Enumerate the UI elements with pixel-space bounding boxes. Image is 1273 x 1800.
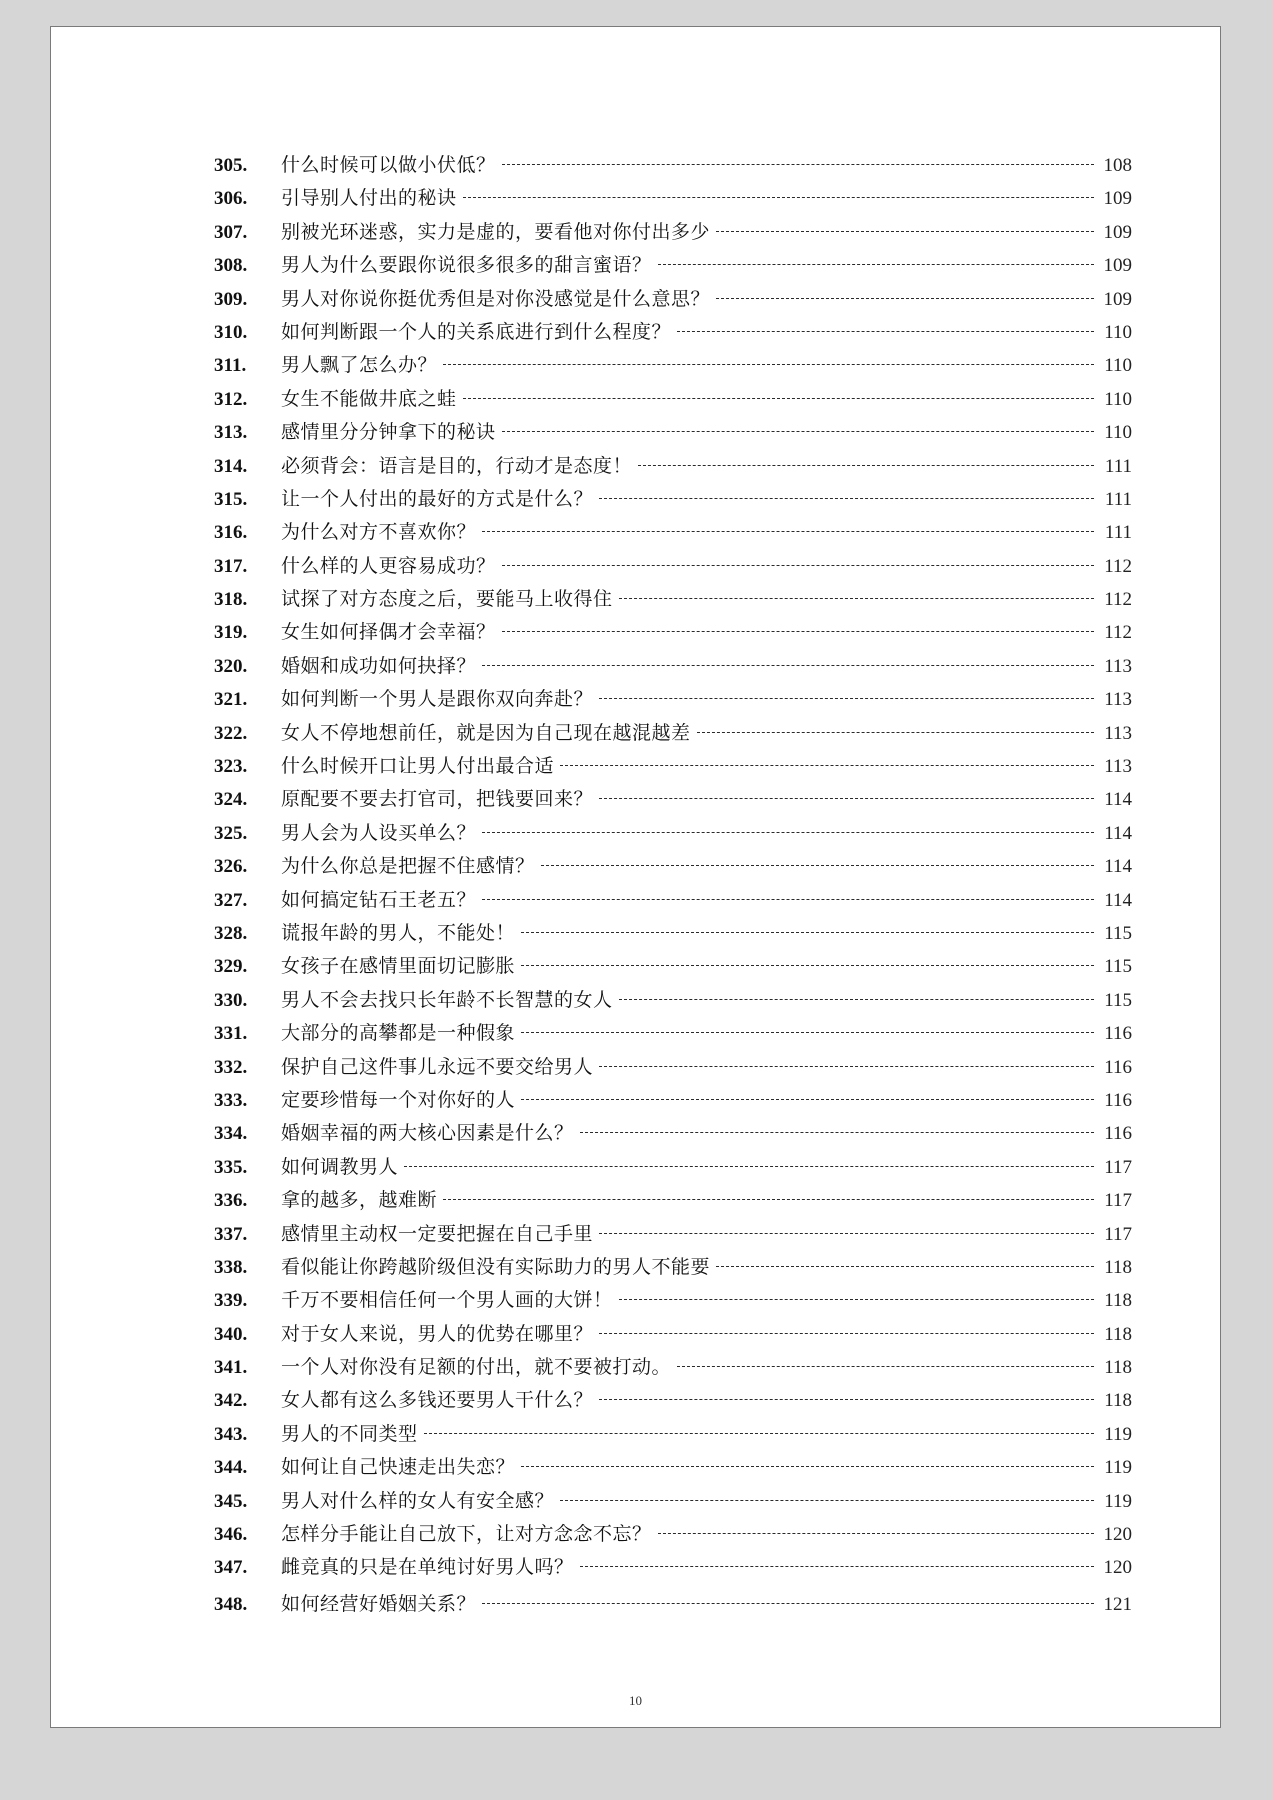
toc-entry-page: 115 bbox=[1104, 989, 1132, 1011]
toc-entry-page: 115 bbox=[1104, 922, 1132, 944]
toc-entry-page: 121 bbox=[1103, 1593, 1132, 1615]
toc-entry-title: 男人会为人设买单么？ bbox=[281, 821, 477, 844]
toc-entry-title: 男人对什么样的女人有安全感？ bbox=[281, 1489, 555, 1512]
toc-entry-page: 114 bbox=[1104, 789, 1132, 811]
toc-dot-leader bbox=[619, 998, 1094, 1000]
toc-entry[interactable] bbox=[214, 1452, 1132, 1485]
toc-dot-leader bbox=[560, 1499, 1094, 1501]
toc-entry-title: 为什么你总是把握不住感情？ bbox=[281, 855, 535, 878]
toc-entry-number: 348. bbox=[214, 1593, 248, 1615]
toc-entry[interactable] bbox=[214, 1486, 1132, 1519]
toc-entry-number: 323. bbox=[214, 756, 248, 778]
toc-entry[interactable] bbox=[214, 784, 1132, 817]
toc-entry[interactable] bbox=[214, 1519, 1132, 1552]
toc-entry[interactable] bbox=[214, 217, 1132, 250]
toc-dot-leader bbox=[638, 464, 1094, 466]
toc-entry[interactable] bbox=[214, 818, 1132, 851]
toc-entry-number: 310. bbox=[214, 321, 248, 343]
toc-entry-title: 男人对你说你挺优秀但是对你没感觉是什么意思？ bbox=[281, 287, 711, 310]
toc-entry-number: 329. bbox=[214, 956, 248, 978]
toc-dot-leader bbox=[580, 1565, 1094, 1567]
toc-dot-leader bbox=[619, 1298, 1094, 1300]
toc-entry-title: 男人不会去找只长年龄不长智慧的女人 bbox=[281, 988, 613, 1011]
toc-entry-title: 如何判断跟一个人的关系底进行到什么程度？ bbox=[281, 320, 672, 343]
toc-dot-leader bbox=[482, 831, 1094, 833]
toc-dot-leader bbox=[521, 1098, 1094, 1100]
toc-entry[interactable] bbox=[214, 551, 1132, 584]
toc-entry[interactable] bbox=[214, 1185, 1132, 1218]
toc-entry-number: 314. bbox=[214, 455, 248, 477]
toc-dot-leader bbox=[716, 1265, 1094, 1267]
toc-entry-number: 346. bbox=[214, 1524, 248, 1546]
toc-dot-leader bbox=[658, 263, 1094, 265]
toc-dot-leader bbox=[502, 430, 1094, 432]
toc-entry-title: 看似能让你跨越阶级但没有实际助力的男人不能要 bbox=[281, 1255, 711, 1278]
toc-entry[interactable] bbox=[214, 951, 1132, 984]
toc-entry-page: 119 bbox=[1104, 1423, 1132, 1445]
toc-dot-leader bbox=[677, 1365, 1094, 1367]
toc-dot-leader bbox=[716, 230, 1094, 232]
toc-dot-leader bbox=[541, 864, 1094, 866]
toc-dot-leader bbox=[599, 497, 1094, 499]
toc-dot-leader bbox=[658, 1532, 1094, 1534]
toc-dot-leader bbox=[521, 1031, 1094, 1033]
toc-entry-page: 112 bbox=[1104, 589, 1132, 611]
toc-entry-page: 116 bbox=[1104, 1089, 1132, 1111]
toc-entry-title: 什么时候开口让男人付出最合适 bbox=[281, 755, 555, 778]
toc-entry[interactable] bbox=[214, 1285, 1132, 1318]
toc-entry[interactable] bbox=[214, 484, 1132, 517]
toc-entry-title: 什么时候可以做小伏低？ bbox=[281, 154, 496, 176]
toc-entry[interactable] bbox=[214, 183, 1132, 216]
toc-entry-page: 112 bbox=[1104, 622, 1132, 644]
toc-entry[interactable] bbox=[214, 350, 1132, 383]
toc-entry-title: 感情里主动权一定要把握在自己手里 bbox=[281, 1222, 594, 1245]
toc-entry[interactable] bbox=[214, 651, 1132, 684]
toc-dot-leader bbox=[619, 597, 1094, 599]
toc-entry-page: 117 bbox=[1104, 1223, 1132, 1245]
toc-entry-title: 如何调教男人 bbox=[281, 1155, 399, 1178]
toc-entry-title: 必须背会：语言是目的，行动才是态度！ bbox=[281, 454, 633, 477]
toc-entry-page: 109 bbox=[1103, 221, 1132, 243]
toc-entry-title: 别被光环迷惑，实力是虚的，要看他对你付出多少 bbox=[281, 220, 711, 243]
toc-entry[interactable] bbox=[214, 1552, 1132, 1585]
toc-entry-title: 如何让自己快速走出失恋？ bbox=[281, 1456, 516, 1479]
toc-entry-page: 109 bbox=[1103, 188, 1132, 210]
toc-entry-number: 334. bbox=[214, 1123, 248, 1145]
page-number: 10 bbox=[629, 1693, 642, 1708]
toc-entry-page: 118 bbox=[1104, 1323, 1132, 1345]
toc-entry[interactable] bbox=[214, 1589, 1132, 1622]
toc-dot-leader bbox=[521, 1465, 1094, 1467]
toc-entry[interactable] bbox=[214, 417, 1132, 450]
toc-entry-number: 331. bbox=[214, 1023, 248, 1045]
toc-entry[interactable] bbox=[214, 1385, 1132, 1418]
toc-entry[interactable] bbox=[214, 150, 1132, 183]
toc-entry-number: 311. bbox=[214, 355, 247, 377]
toc-entry-number: 317. bbox=[214, 555, 248, 577]
toc-entry-page: 118 bbox=[1104, 1256, 1132, 1278]
toc-entry-page: 118 bbox=[1104, 1357, 1132, 1379]
toc-entry-page: 108 bbox=[1103, 155, 1132, 176]
toc-entry-number: 342. bbox=[214, 1390, 248, 1412]
toc-dot-leader bbox=[404, 1165, 1094, 1167]
toc-entry-title: 对于女人来说，男人的优势在哪里？ bbox=[281, 1322, 594, 1345]
toc-dot-leader bbox=[463, 196, 1094, 198]
toc-entry-number: 340. bbox=[214, 1323, 248, 1345]
toc-entry-title: 试探了对方态度之后，要能马上收得住 bbox=[281, 588, 613, 611]
toc-entry-title: 什么样的人更容易成功？ bbox=[281, 554, 496, 577]
toc-entry-title: 女生如何择偶才会幸福？ bbox=[281, 621, 496, 644]
toc-entry-title: 为什么对方不喜欢你？ bbox=[281, 521, 477, 544]
document-page bbox=[50, 26, 1221, 1728]
toc-entry-page: 109 bbox=[1103, 255, 1132, 277]
toc-dot-leader bbox=[716, 297, 1094, 299]
toc-entry-number: 335. bbox=[214, 1156, 248, 1178]
toc-entry-title: 定要珍惜每一个对你好的人 bbox=[281, 1088, 516, 1111]
toc-entry-number: 315. bbox=[214, 488, 248, 510]
toc-entry-page: 110 bbox=[1104, 321, 1132, 343]
toc-entry-page: 114 bbox=[1104, 856, 1132, 878]
toc-entry[interactable] bbox=[214, 885, 1132, 918]
toc-entry-page: 110 bbox=[1104, 355, 1132, 377]
toc-entry-number: 305. bbox=[214, 155, 248, 176]
toc-dot-leader bbox=[560, 764, 1094, 766]
toc-dot-leader bbox=[599, 697, 1094, 699]
toc-entry[interactable] bbox=[214, 451, 1132, 484]
toc-dot-leader bbox=[599, 1332, 1094, 1334]
toc-dot-leader bbox=[521, 964, 1094, 966]
toc-entry-title: 男人的不同类型 bbox=[281, 1422, 418, 1445]
toc-entry-page: 119 bbox=[1104, 1457, 1132, 1479]
toc-entry-title: 雌竞真的只是在单纯讨好男人吗？ bbox=[281, 1556, 574, 1579]
toc-entry[interactable] bbox=[214, 317, 1132, 350]
toc-entry[interactable] bbox=[214, 384, 1132, 417]
toc-dot-leader bbox=[599, 1065, 1094, 1067]
toc-entry[interactable] bbox=[214, 584, 1132, 617]
toc-entry-title: 男人飘了怎么办？ bbox=[281, 354, 438, 377]
toc-entry-number: 327. bbox=[214, 889, 248, 911]
toc-dot-leader bbox=[482, 898, 1094, 900]
toc-dot-leader bbox=[677, 330, 1094, 332]
toc-entry[interactable] bbox=[214, 1419, 1132, 1452]
toc-entry-page: 113 bbox=[1104, 756, 1132, 778]
toc-entry-page: 116 bbox=[1104, 1023, 1132, 1045]
toc-entry[interactable] bbox=[214, 1319, 1132, 1352]
toc-entry-number: 325. bbox=[214, 822, 248, 844]
toc-dot-leader bbox=[424, 1432, 1094, 1434]
toc-dot-leader bbox=[580, 1131, 1094, 1133]
toc-entry-page: 112 bbox=[1104, 555, 1132, 577]
toc-entry-page: 117 bbox=[1104, 1156, 1132, 1178]
table-of-contents bbox=[214, 150, 1132, 1622]
toc-entry-number: 332. bbox=[214, 1056, 248, 1078]
toc-dot-leader bbox=[599, 1398, 1094, 1400]
toc-entry-number: 316. bbox=[214, 522, 248, 544]
toc-entry-page: 113 bbox=[1104, 722, 1132, 744]
toc-entry-title: 婚姻和成功如何抉择？ bbox=[281, 654, 477, 677]
toc-entry-title: 怎样分手能让自己放下，让对方念念不忘？ bbox=[281, 1523, 652, 1546]
toc-entry-number: 336. bbox=[214, 1190, 248, 1212]
toc-entry-title: 男人为什么要跟你说很多很多的甜言蜜语？ bbox=[281, 254, 652, 277]
toc-entry-number: 324. bbox=[214, 789, 248, 811]
toc-entry-number: 320. bbox=[214, 655, 248, 677]
toc-entry[interactable] bbox=[214, 1118, 1132, 1151]
toc-entry-title: 感情里分分钟拿下的秘诀 bbox=[281, 421, 496, 444]
toc-entry[interactable] bbox=[214, 517, 1132, 550]
toc-entry-number: 313. bbox=[214, 422, 248, 444]
toc-entry-title: 一个人对你没有足额的付出，就不要被打动。 bbox=[281, 1356, 672, 1379]
toc-entry-title: 如何经营好婚姻关系？ bbox=[281, 1592, 477, 1615]
toc-entry[interactable] bbox=[214, 751, 1132, 784]
toc-entry-number: 343. bbox=[214, 1423, 248, 1445]
toc-entry-number: 338. bbox=[214, 1256, 248, 1278]
toc-entry[interactable] bbox=[214, 684, 1132, 717]
toc-entry-number: 328. bbox=[214, 922, 248, 944]
toc-dot-leader bbox=[482, 1602, 1094, 1604]
toc-dot-leader bbox=[599, 797, 1094, 799]
toc-entry-number: 344. bbox=[214, 1457, 248, 1479]
toc-entry-page: 117 bbox=[1104, 1190, 1132, 1212]
toc-dot-leader bbox=[443, 363, 1094, 365]
toc-dot-leader bbox=[502, 630, 1094, 632]
toc-entry-number: 318. bbox=[214, 589, 248, 611]
toc-entry-number: 339. bbox=[214, 1290, 248, 1312]
toc-entry-number: 347. bbox=[214, 1557, 248, 1579]
toc-entry-title: 女生不能做井底之蛙 bbox=[281, 387, 457, 410]
toc-dot-leader bbox=[599, 1232, 1094, 1234]
toc-entry-title: 如何搞定钻石王老五？ bbox=[281, 888, 477, 911]
toc-entry-title: 女人不停地想前任，就是因为自己现在越混越差 bbox=[281, 721, 691, 744]
toc-entry-page: 118 bbox=[1104, 1290, 1132, 1312]
toc-entry[interactable] bbox=[214, 918, 1132, 951]
toc-entry-number: 319. bbox=[214, 622, 248, 644]
toc-entry-title: 引导别人付出的秘诀 bbox=[281, 187, 457, 210]
toc-entry-title: 婚姻幸福的两大核心因素是什么？ bbox=[281, 1122, 574, 1145]
toc-entry-number: 333. bbox=[214, 1089, 248, 1111]
toc-entry[interactable] bbox=[214, 1052, 1132, 1085]
toc-entry-number: 341. bbox=[214, 1357, 248, 1379]
toc-entry-page: 116 bbox=[1104, 1123, 1132, 1145]
toc-entry-page: 114 bbox=[1104, 889, 1132, 911]
toc-entry-number: 306. bbox=[214, 188, 248, 210]
toc-entry-number: 309. bbox=[214, 288, 248, 310]
toc-entry[interactable] bbox=[214, 284, 1132, 317]
toc-entry-title: 女孩子在感情里面切记膨胀 bbox=[281, 955, 516, 978]
toc-entry-number: 321. bbox=[214, 689, 248, 711]
toc-entry[interactable] bbox=[214, 1252, 1132, 1285]
toc-entry-page: 114 bbox=[1104, 822, 1132, 844]
toc-entry-page: 111 bbox=[1104, 455, 1132, 477]
toc-entry[interactable] bbox=[214, 1352, 1132, 1385]
toc-entry-page: 116 bbox=[1104, 1056, 1132, 1078]
toc-entry[interactable] bbox=[214, 1152, 1132, 1185]
toc-dot-leader bbox=[463, 397, 1094, 399]
toc-entry-page: 110 bbox=[1104, 388, 1132, 410]
toc-entry-number: 326. bbox=[214, 856, 248, 878]
toc-dot-leader bbox=[482, 664, 1094, 666]
toc-entry-page: 110 bbox=[1104, 422, 1132, 444]
toc-entry-title: 保护自己这件事儿永远不要交给男人 bbox=[281, 1055, 594, 1078]
toc-entry-page: 113 bbox=[1104, 689, 1132, 711]
toc-entry-number: 312. bbox=[214, 388, 248, 410]
toc-entry-page: 118 bbox=[1104, 1390, 1132, 1412]
toc-entry[interactable] bbox=[214, 718, 1132, 751]
toc-entry-number: 345. bbox=[214, 1490, 248, 1512]
toc-entry-number: 307. bbox=[214, 221, 248, 243]
toc-entry-title: 拿的越多，越难断 bbox=[281, 1189, 438, 1212]
toc-dot-leader bbox=[521, 931, 1094, 933]
toc-dot-leader bbox=[697, 731, 1094, 733]
toc-entry[interactable] bbox=[214, 985, 1132, 1018]
toc-entry-page: 120 bbox=[1103, 1524, 1132, 1546]
toc-entry-title: 大部分的高攀都是一种假象 bbox=[281, 1022, 516, 1045]
toc-entry[interactable] bbox=[214, 851, 1132, 884]
toc-entry-number: 308. bbox=[214, 255, 248, 277]
toc-entry-page: 119 bbox=[1104, 1490, 1132, 1512]
toc-entry[interactable] bbox=[214, 1219, 1132, 1252]
toc-dot-leader bbox=[482, 530, 1094, 532]
toc-dot-leader bbox=[443, 1198, 1094, 1200]
toc-entry-page: 111 bbox=[1104, 522, 1132, 544]
toc-entry-page: 111 bbox=[1104, 488, 1132, 510]
toc-entry[interactable] bbox=[214, 617, 1132, 650]
toc-entry[interactable] bbox=[214, 1018, 1132, 1051]
toc-entry-title: 如何判断一个男人是跟你双向奔赴？ bbox=[281, 688, 594, 711]
toc-entry[interactable] bbox=[214, 250, 1132, 283]
toc-entry-page: 113 bbox=[1104, 655, 1132, 677]
toc-entry-title: 女人都有这么多钱还要男人干什么？ bbox=[281, 1389, 594, 1412]
toc-dot-leader bbox=[502, 163, 1094, 165]
toc-entry-title: 原配要不要去打官司，把钱要回来？ bbox=[281, 788, 594, 811]
toc-entry-title: 千万不要相信任何一个男人画的大饼！ bbox=[281, 1289, 613, 1312]
toc-entry-page: 109 bbox=[1103, 288, 1132, 310]
toc-entry-number: 322. bbox=[214, 722, 248, 744]
toc-entry-title: 谎报年龄的男人，不能处！ bbox=[281, 921, 516, 944]
toc-dot-leader bbox=[502, 564, 1094, 566]
toc-entry-page: 115 bbox=[1104, 956, 1132, 978]
toc-entry-number: 330. bbox=[214, 989, 248, 1011]
toc-entry-page: 120 bbox=[1103, 1557, 1132, 1579]
toc-entry-number: 337. bbox=[214, 1223, 248, 1245]
toc-entry[interactable] bbox=[214, 1085, 1132, 1118]
toc-entry-title: 让一个人付出的最好的方式是什么？ bbox=[281, 487, 594, 510]
